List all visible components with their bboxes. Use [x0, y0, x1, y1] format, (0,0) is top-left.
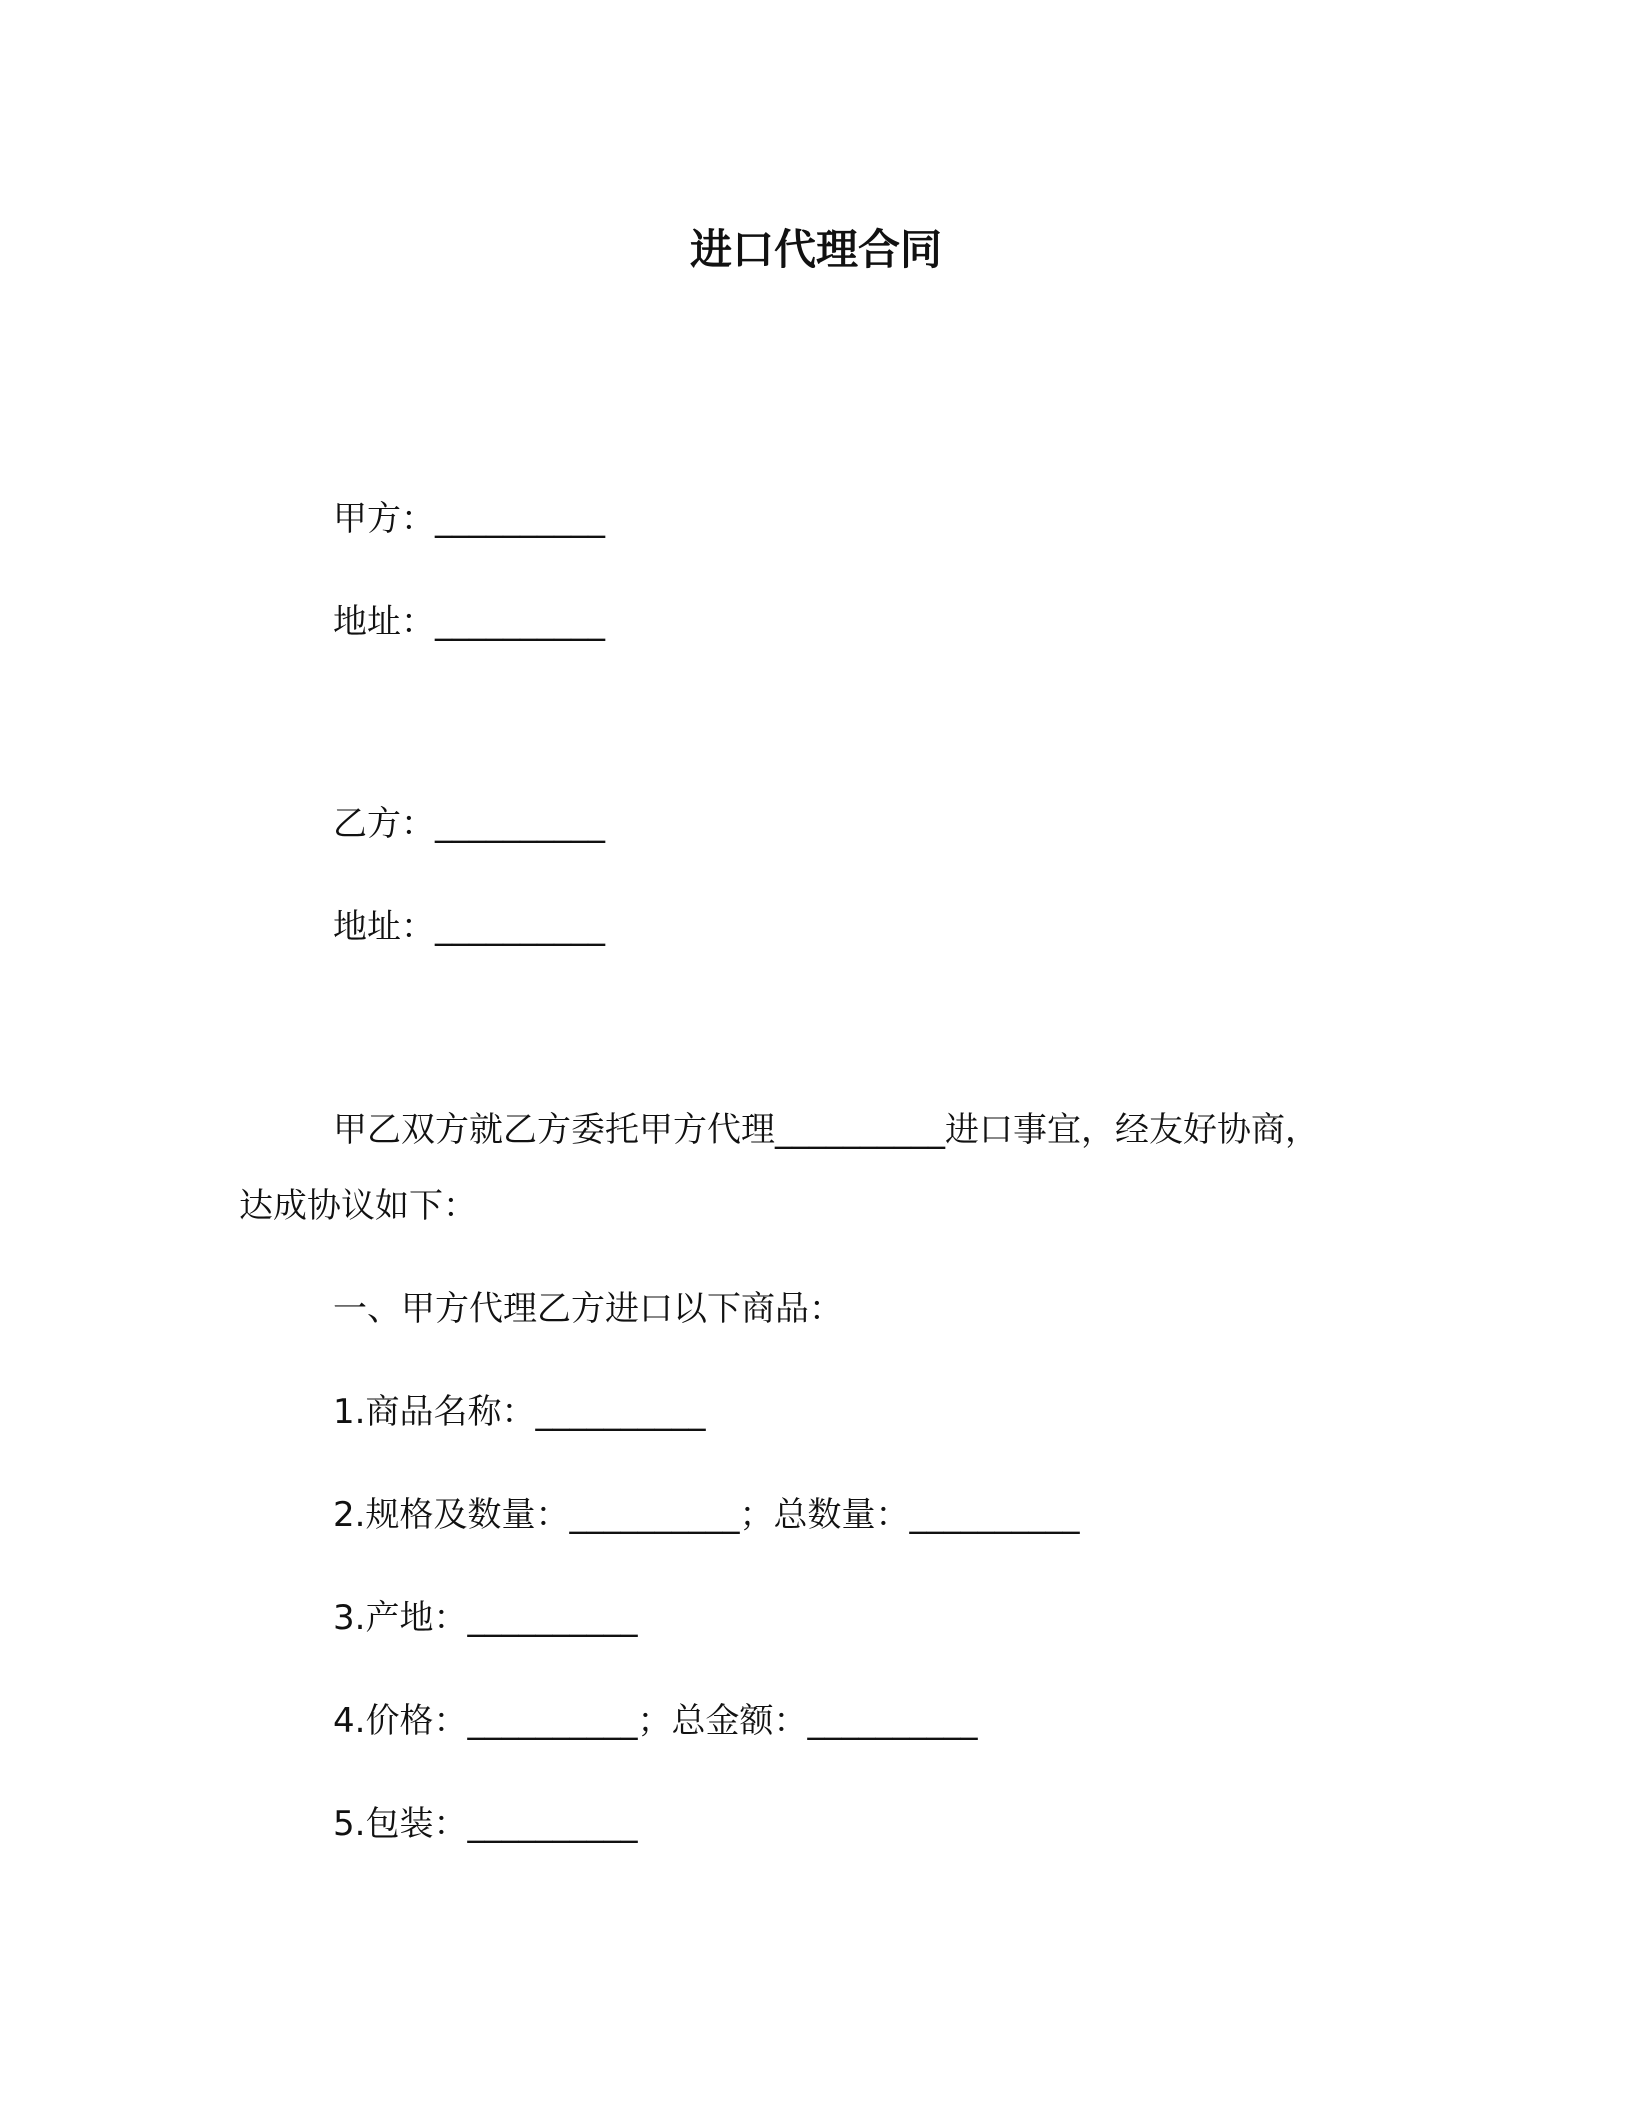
item-product-name: 1.商品名称：__________ — [333, 1392, 706, 1432]
party-b-address-line: 地址：__________ — [333, 907, 605, 947]
item-spec-quantity: 2.规格及数量：__________；总数量：__________ — [333, 1495, 1080, 1535]
item-packaging: 5.包装：__________ — [333, 1804, 638, 1844]
intro-paragraph-line-2: 达成协议如下： — [239, 1186, 477, 1226]
party-a-address-line: 地址：__________ — [333, 602, 605, 642]
party-b-line: 乙方：__________ — [333, 804, 605, 844]
item-price: 4.价格：__________；总金额：__________ — [333, 1701, 978, 1741]
party-a-line: 甲方：__________ — [333, 499, 605, 539]
intro-paragraph-line-1: 甲乙双方就乙方委托甲方代理__________进口事宜，经友好协商， — [333, 1110, 1319, 1150]
document-title: 进口代理合同 — [689, 225, 942, 274]
section-1-heading: 一、甲方代理乙方进口以下商品： — [333, 1289, 843, 1329]
item-origin: 3.产地：__________ — [333, 1598, 638, 1638]
